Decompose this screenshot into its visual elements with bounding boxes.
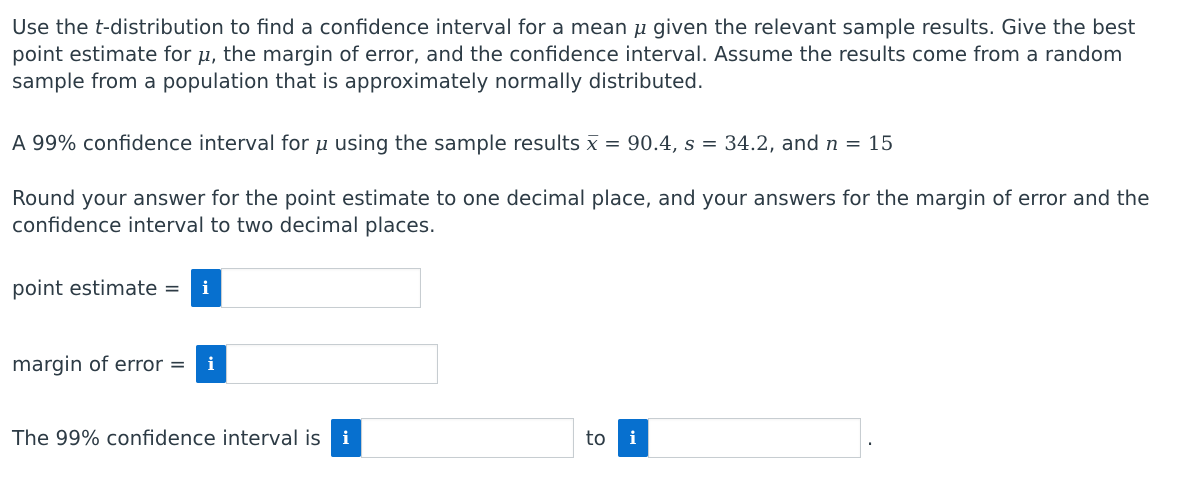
equals-sign: = [694,131,725,155]
equals-sign: = [838,131,868,155]
point-estimate-input[interactable] [221,268,421,308]
s-value: 34.2 [724,131,769,155]
statement-text: using the sample results [328,131,587,155]
intro-text: , the margin of error, and the confidence interval. Assume the results come from a random sample from a population that is approximately normally distributed. [12,42,1123,93]
rounding-instructions: Round your answer for the point estimate to one decimal place, and your answers for the margin of error and the confidence interval to two decimal places. [12,186,1150,237]
intro-text: given the relevant sample results. Give the best point estimate for [12,15,1136,66]
margin-of-error-row [12,344,438,384]
info-icon[interactable]: i [191,269,221,307]
mu-symbol: μ [633,15,647,39]
intro-text: -distribution to find a confidence interval for a mean [102,15,634,39]
statement-text: A 99% confidence interval for [12,131,316,155]
mu-symbol: μ [315,131,329,155]
xbar-value: 90.4 [627,131,672,155]
point-estimate-label: point estimate = [12,276,181,300]
confidence-interval-label: The 99% confidence interval is [12,426,321,450]
intro-text: Use the [12,15,95,39]
point-estimate-row [12,268,421,308]
margin-of-error-label: margin of error = [12,352,187,376]
n-value: 15 [867,131,894,155]
problem-intro [12,14,1182,95]
end-period: . [866,426,874,450]
intro-t-symbol: t [94,15,103,39]
to-label: to [585,426,606,450]
mu-symbol: μ [197,42,211,66]
info-icon[interactable]: i [331,419,361,457]
margin-of-error-input[interactable] [226,344,438,384]
interval-upper-input[interactable] [648,418,861,458]
xbar-symbol: x̅ [586,131,598,155]
problem-statement [12,130,1182,157]
interval-lower-input[interactable] [361,418,574,458]
confidence-interval-row [12,418,873,458]
separator: , [671,131,685,155]
info-icon[interactable]: i [196,345,226,383]
s-symbol: s [684,131,695,155]
info-icon[interactable]: i [618,419,648,457]
statement-text: , and [768,131,826,155]
n-symbol: n [825,131,839,155]
equals-sign: = [597,131,628,155]
